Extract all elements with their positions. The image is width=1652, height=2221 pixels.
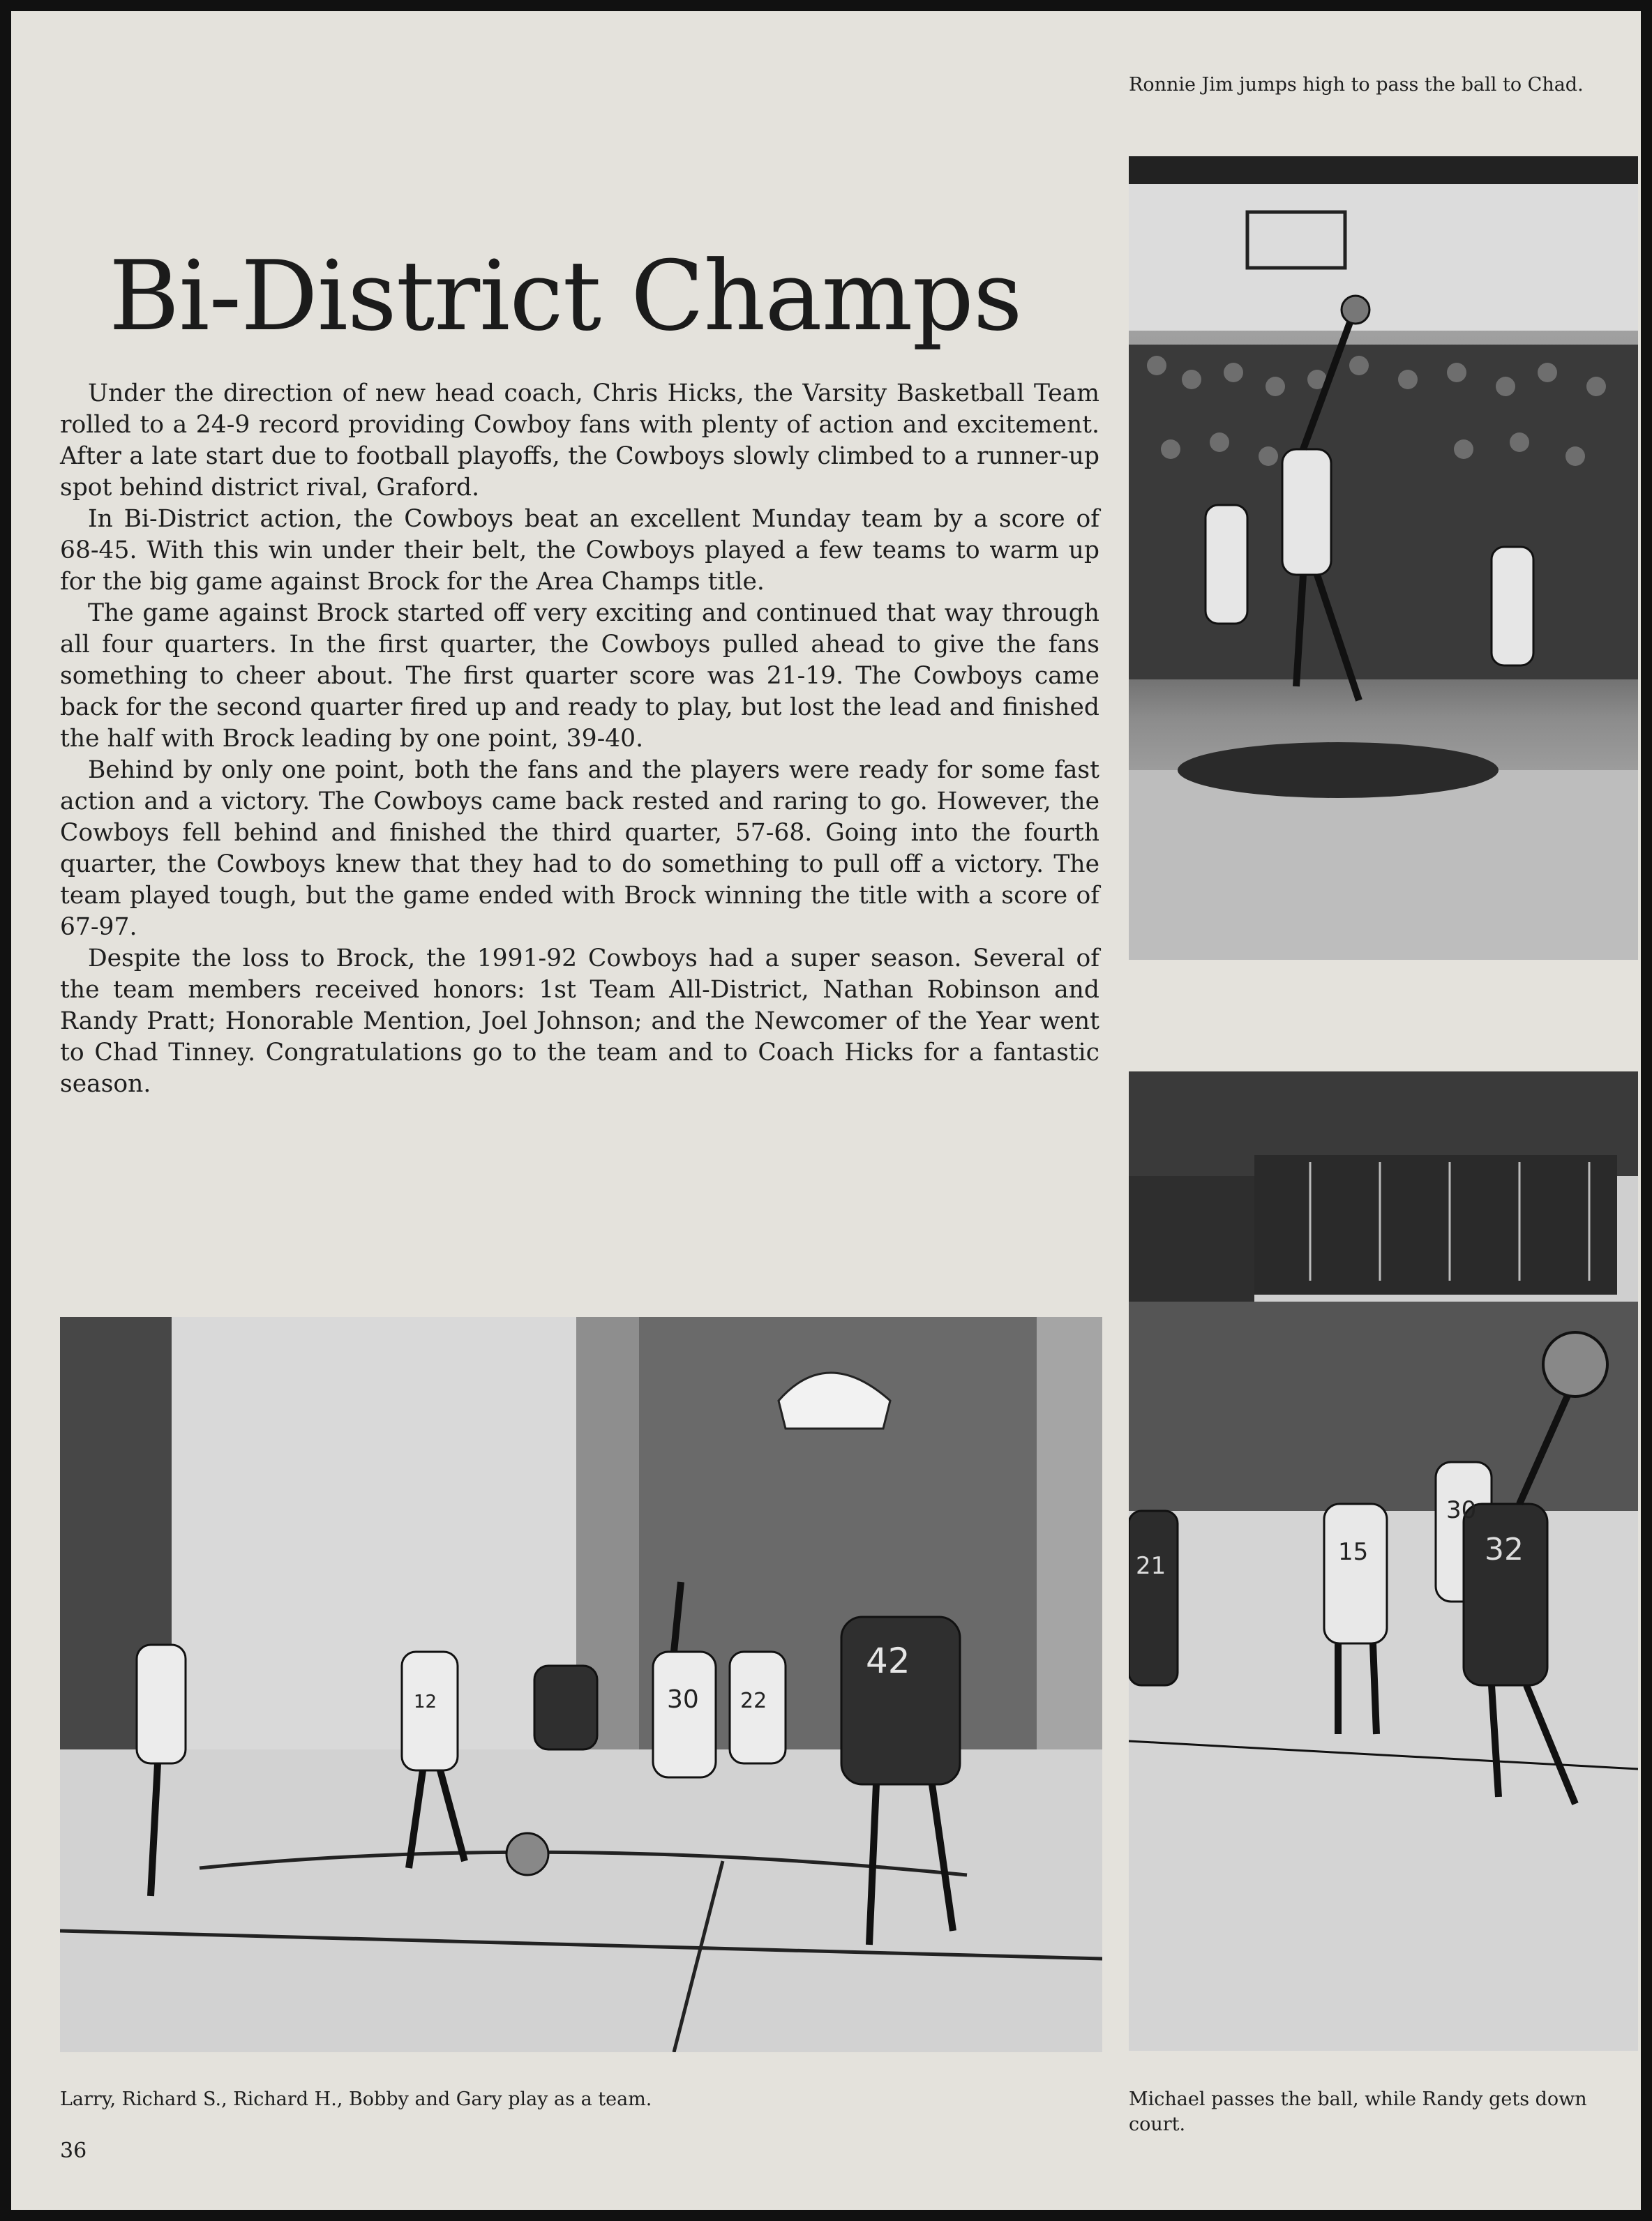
- bottom-left-photo: [60, 1317, 1102, 2052]
- bottom-right-photo-caption: Michael passes the ball, while Randy gets down court.: [1129, 2088, 1587, 2135]
- jersey-number-label: 12: [414, 1692, 437, 1712]
- article-paragraph: In Bi-District action, the Cowboys beat an excellent Munday team by a score of 68-45. With this win under their belt, the Cowboys played a few teams to warm up for the big game against Brock for the Area Champs title.: [60, 505, 1099, 596]
- jersey-number-label: 21: [1136, 1552, 1166, 1580]
- page-title: Bi-District Champs: [109, 240, 1022, 352]
- jersey-number-label: 22: [740, 1689, 767, 1713]
- jersey-number-label: 30: [1446, 1496, 1477, 1524]
- article-paragraph: The game against Brock started off very exciting and continued that way through all four quarters. In the first quarter, the Cowboys pulled ahead to give the fans something to cheer about. The first quarter score was 21-19. The Cowboys came back for the second quarter fired up and ready to play, but lost the lead and finished the half with Brock leading by one point, 39-40.: [60, 599, 1099, 753]
- article-paragraph: Despite the loss to Brock, the 1991-92 Cowboys had a super season. Several of the team members received honors: 1st Team All-District, Nathan Robinson and Randy Pratt; Honorable Mention, Joel Johnson; and the Newcomer of the Year went to Chad Tinney. Congratulations go to the team and to Coach Hicks for a fantastic season.: [60, 944, 1099, 1098]
- jersey-number-label: 30: [667, 1685, 699, 1714]
- article-paragraph: Behind by only one point, both the fans and the players were ready for some fast action and a victory. The Cowboys came back rested and raring to go. However, the Cowboys fell behind and finished the third quarter, 57-68. Going into the fourth quarter, the Cowboys knew that they had to do something to pull off a victory. The team played tough, but the game ended with Brock winning the title with a score of 67-97.: [60, 756, 1099, 941]
- yearbook-page: [11, 11, 1641, 2210]
- jersey-number-label: 32: [1485, 1532, 1524, 1567]
- article-body: [60, 378, 1099, 1100]
- jersey-number-label: 15: [1338, 1538, 1369, 1566]
- bottom-left-photo-caption: Larry, Richard S., Richard H., Bobby and Gary play as a team.: [60, 2088, 652, 2110]
- top-right-photo-caption: Ronnie Jim jumps high to pass the ball to Chad.: [1129, 74, 1584, 96]
- bottom-right-photo: [1129, 1071, 1638, 2051]
- jersey-number-label: 42: [866, 1641, 910, 1681]
- top-right-photo: [1129, 156, 1638, 960]
- article-paragraph: Under the direction of new head coach, Chris Hicks, the Varsity Basketball Team rolled to a 24-9 record providing Cowboy fans with plenty of action and excitement. After a late start due to football playoffs, the Cowboys slowly climbed to a runner-up spot behind district rival, Graford.: [60, 379, 1099, 502]
- page-number: 36: [60, 2139, 87, 2163]
